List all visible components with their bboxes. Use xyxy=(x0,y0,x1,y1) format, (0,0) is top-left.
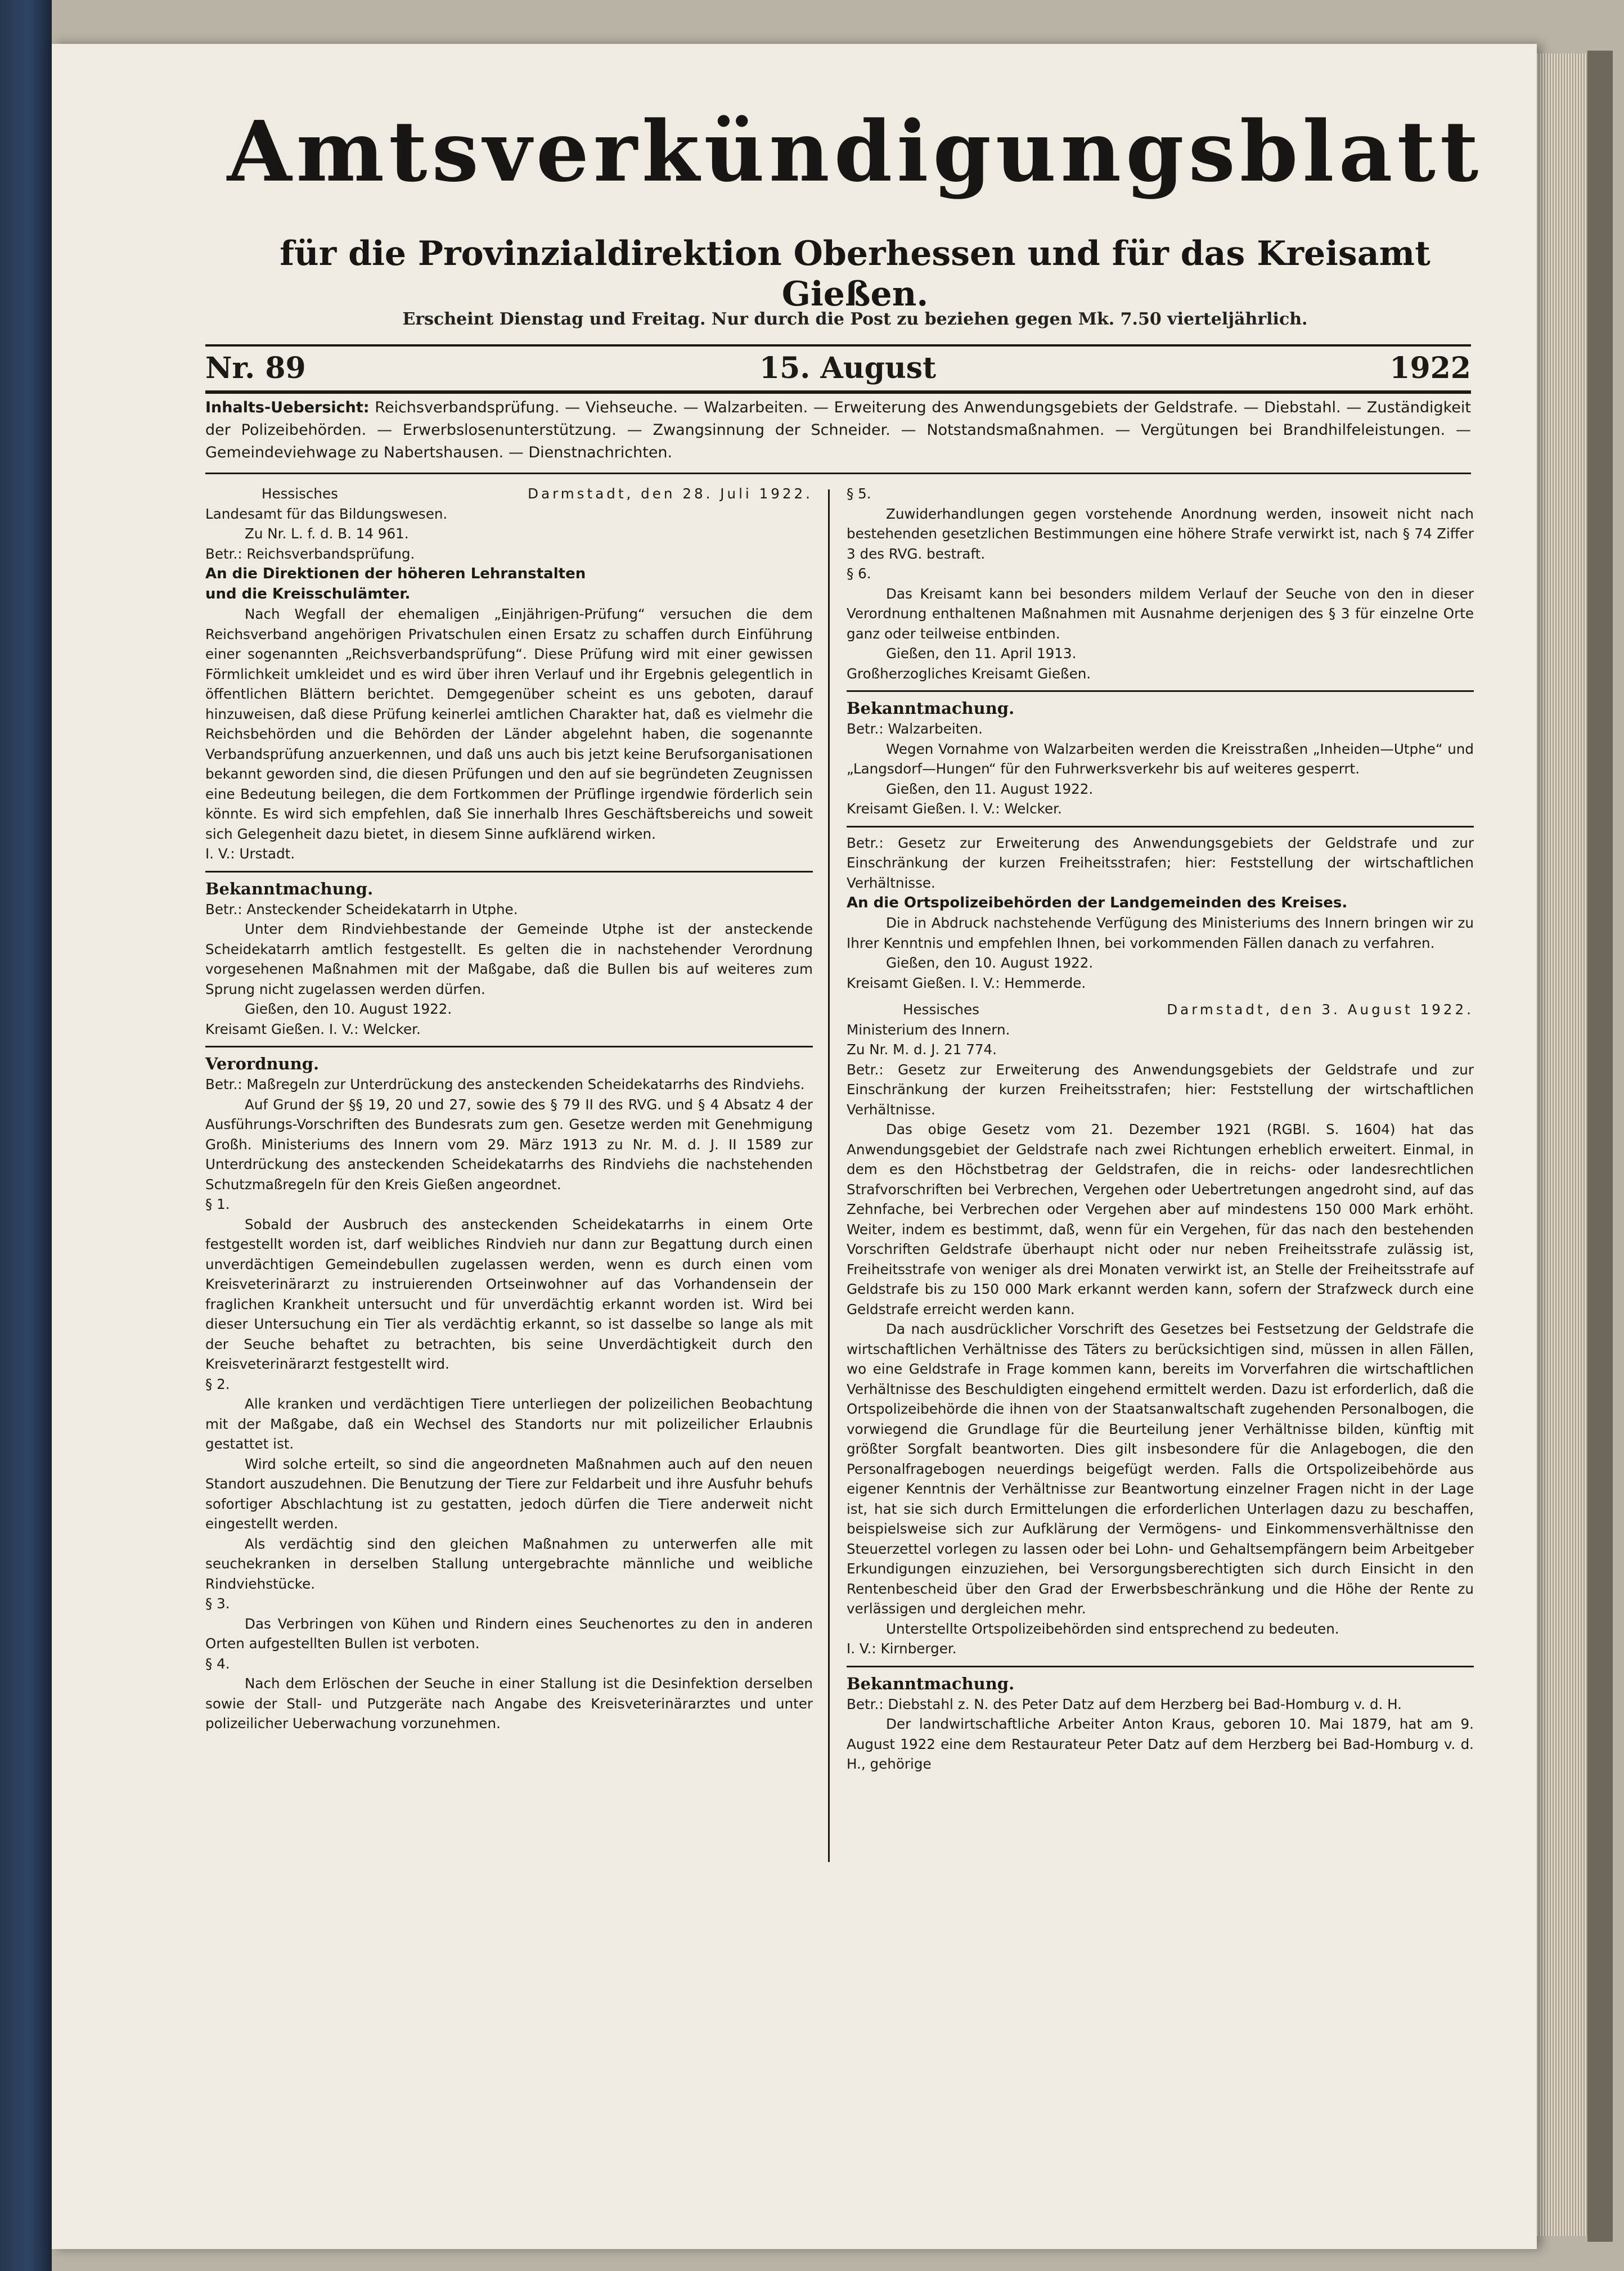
notice-body: Die in Abdruck nachstehende Verfügung des Ministeriums des Innern bringen wir zu Ihrer Kenntnis und empfehlen Ihnen, bei vorkommenden Fällen danach zu verfahren. xyxy=(847,915,1474,951)
paragraph-text: Wird solche erteilt, so sind die angeordneten Maßnahmen auch auf den neuen Standort auszudehnen. Die Benutzung der Tiere zur Feldarbeit und ihre Ausfuhr behufs sofortiger Abschlachtung ist zu gestatten, jedoch dürfen die Tiere anderweit nicht eingestellt werden. xyxy=(205,1455,813,1532)
paragraph-number: § 1. xyxy=(205,1196,230,1212)
ministry-body: Da nach ausdrücklicher Vorschrift des Gesetzes bei Festsetzung der Geldstrafe die wirtschaftlichen Verhältnisse des Täters zu berücksichtigen sind, müssen in allen Fällen, wo eine Geldstrafe in Frage kommen kann, bereits im Vorverfahren die wirtschaftlichen Verhältnisse des Beschuldigten eingehend ermittelt werden. Dazu ist erforderlich, daß die Ortspolizeibehörde die ihnen von der Staatsanwaltschaft zugehenden Personalbogen, die vorwiegend die Grundlage für die Beurteilung jener Verhältnisse bilden, künftig mit größter Sorgfalt beantworten. Dies gilt insbesondere für die Anlagebogen, die den Personalfragebogen neuerdings beigefügt werden. Falls die Ortspolizeibehörde aus eigener Kenntnis der Verhältnisse zur Beantwortung einzelner Fragen nicht in der Lage ist, hat sie sich durch Ermittelungen die erforderlichen Unterlagen dazu zu beschaffen, beispielsweise sich zur Aufklärung der Vermögens- und Einkommensverhältnisse den Steuerzettel vorlegen zu lassen oder bei Lohn- und Gehaltsempfängern beim Arbeitgeber Erkundigungen einzuziehen, bei Versorgungsberechtigten sich durch Einsicht in den Rentenbescheid über den Grad der Erwerbsbeschränkung und die Höhe der Rente zu verlässigen und dergleichen mehr. xyxy=(847,1321,1474,1617)
paragraph-text: Alle kranken und verdächtigen Tiere unterliegen der polizeilichen Beobachtung mit der Maßgabe, daß ein Wechsel des Standorts nur mit polizeilicher Erlaubnis gestattet ist. xyxy=(205,1396,813,1452)
issue-date: 15. August xyxy=(759,350,937,385)
article-reference: Zu Nr. L. f. d. B. 14 961. xyxy=(245,525,409,542)
publication-note: Erscheint Dienstag und Freitag. Nur durch die Post zu beziehen gegen Mk. 7.50 vierteljährlich. xyxy=(402,309,1308,329)
ordinance-date: Gießen, den 11. April 1913. xyxy=(886,645,1077,662)
section-rule xyxy=(205,1046,813,1047)
notice-heading: Bekanntmachung. xyxy=(847,1674,1015,1693)
notice-subject: Betr.: Gesetz zur Erweiterung des Anwendungsgebiets der Geldstrafe und zur Einschränkung der kurzen Freiheitsstrafen; hier: Feststellung der wirtschaftlichen Verhältnisse. xyxy=(847,834,1474,891)
ordinance-preamble: Auf Grund der §§ 19, 20 und 27, sowie des § 79 II des RVG. und § 4 Absatz 4 der Ausführungs-Vorschriften des Bundesrats zum gen. Gesetze werden mit Genehmigung Großh. Ministeriums des Innern vom 29. März 1913 zu Nr. M. d. J. II 1589 zur Unterdrückung des ansteckenden Scheidekatarrhs des Rindviehs die nachstehenden Schutzmaßregeln für den Kreis Gießen angeordnet. xyxy=(205,1096,813,1193)
toc-rule xyxy=(205,473,1471,474)
article-subject: Betr.: Reichsverbandsprüfung. xyxy=(205,545,415,562)
section-rule xyxy=(847,690,1474,692)
notice-signature: Kreisamt Gießen. I. V.: Hemmerde. xyxy=(847,974,1086,991)
paragraph-text: Das Verbringen von Kühen und Rindern eines Seuchenortes zu den in anderen Orten aufgestellten Bullen ist verboten. xyxy=(205,1615,813,1652)
section-rule xyxy=(847,1666,1474,1667)
notice-heading: Bekanntmachung. xyxy=(205,879,374,898)
ministry-office: Ministerium des Innern. xyxy=(847,1021,1010,1038)
left-column xyxy=(205,484,813,1734)
paragraph-number: § 2. xyxy=(205,1375,230,1392)
ministry-subject: Betr.: Gesetz zur Erweiterung des Anwendungsgebiets der Geldstrafe und zur Einschränkung der kurzen Freiheitsstrafen; hier: Feststellung der wirtschaftlichen Verhältnisse. xyxy=(847,1061,1474,1118)
paragraph-text: Das Kreisamt kann bei besonders mildem Verlauf der Seuche von den in dieser Verordnung enthaltenen Maßnahmen mit Ausnahme derjenigen des § 3 für einzelne Orte ganz oder teilweise entbinden. xyxy=(847,585,1474,642)
issue-bar xyxy=(205,349,1471,387)
issue-number: Nr. 89 xyxy=(205,350,306,385)
masthead-subtitle: für die Provinzialdirektion Oberhessen und für das Kreisamt Gießen. xyxy=(280,234,1430,314)
masthead-title: Amtsverkündigungsblatt xyxy=(227,102,1483,200)
toc-text: Reichsverbandsprüfung. — Viehseuche. — Walzarbeiten. — Erweiterung des Anwendungsgebiets der Geldstrafe. — Diebstahl. — Zuständigkeit der Polizeibehörden. — Erwerbslosenunterstützung. — Zwangsinnung der Schneider. — Notstandsmaßnahmen. — Vergütungen bei Brandhilfeleistungen. — Gemeindeviehwage zu Nabertshausen. — Dienstnachrichten. xyxy=(205,399,1471,461)
paragraph-text: Sobald der Ausbruch des ansteckenden Scheidekatarrhs in einem Orte festgestellt worden ist, darf weibliches Rindvieh nur dann zur Begattung durch einen unverdächtigen Gemeindebullen zugelassen werden, wenn es durch einen vom Kreisveterinärarzt zu instruierenden Ortseinwohner auf das Vorhandensein der fraglichen Krankheit untersucht und für unverdächtig erkannt worden ist. Wird bei dieser Untersuchung ein Tier als verdächtig erkannt, so ist dasselbe so lange als mit der Seuche behaftet zu betrachten, bis seine Unverdächtigkeit durch den Kreisveterinärarzt festgestellt wird. xyxy=(205,1216,813,1372)
notice-subject: Betr.: Walzarbeiten. xyxy=(847,721,983,737)
notice-subject: Betr.: Diebstahl z. N. des Peter Datz auf dem Herzberg bei Bad-Homburg v. d. H. xyxy=(847,1696,1402,1712)
article-office: Landesamt für das Bildungswesen. xyxy=(205,505,448,522)
notice-signature: Kreisamt Gießen. I. V.: Welcker. xyxy=(847,801,1062,817)
notice-body: Der landwirtschaftliche Arbeiter Anton Kraus, geboren 10. Mai 1879, hat am 9. August 1922 eine dem Restaurateur Peter Datz auf dem Herzberg bei Bad-Homburg v. d. H., gehörige xyxy=(847,1716,1474,1772)
paragraph-text: Nach dem Erlöschen der Seuche in einer Stallung ist die Desinfektion derselben sowie der Stall- und Putzgeräte nach Angabe des Kreisveterinärarztes und unter polizeilicher Ueberwachung vorzunehmen. xyxy=(205,1675,813,1732)
header-rule-top xyxy=(205,344,1471,347)
paragraph-number: § 4. xyxy=(205,1655,230,1672)
issue-year: 1922 xyxy=(1389,350,1471,385)
ministry-origin: Hessisches xyxy=(903,1001,979,1018)
article-origin-row xyxy=(205,484,813,504)
notice-subject: Betr.: Ansteckender Scheidekatarrh in Utphe. xyxy=(205,901,518,918)
table-of-contents xyxy=(205,397,1471,464)
article-signature: I. V.: Urstadt. xyxy=(205,846,295,862)
notice-body: Wegen Vornahme von Walzarbeiten werden die Kreisstraßen „Inheiden—Utphe“ und „Langsdorf—Hungen“ für den Fuhrwerksverkehr bis auf weiteres gesperrt. xyxy=(847,740,1474,777)
ministry-origin-row xyxy=(847,1000,1474,1020)
notice-heading: Bekanntmachung. xyxy=(847,699,1015,718)
article-origin: Hessisches xyxy=(262,485,338,502)
notice-date: Gießen, den 10. August 1922. xyxy=(886,955,1094,971)
ministry-body: Unterstellte Ortspolizeibehörden sind entsprechend zu bedeuten. xyxy=(886,1620,1339,1637)
header-rule-bottom xyxy=(205,390,1471,394)
back-cover xyxy=(1587,51,1613,2242)
paragraph-text: Zuwiderhandlungen gegen vorstehende Anordnung werden, insoweit nicht nach bestehenden gesetzlichen Bestimmungen eine höhere Strafe verwirkt ist, nach § 74 Ziffer 3 des RVG. bestraft. xyxy=(847,505,1474,562)
notice-date: Gießen, den 10. August 1922. xyxy=(245,1001,452,1017)
ministry-place-date: Darmstadt, den 3. August 1922. xyxy=(1167,1001,1474,1018)
column-divider xyxy=(828,489,830,1862)
ordinance-subject: Betr.: Maßregeln zur Unterdrückung des ansteckenden Scheidekatarrhs des Rindviehs. xyxy=(205,1076,805,1092)
ordinance-signature: Großherzogliches Kreisamt Gießen. xyxy=(847,665,1091,682)
ministry-reference: Zu Nr. M. d. J. 21 774. xyxy=(847,1041,997,1058)
book-binding xyxy=(0,0,52,2271)
right-column xyxy=(847,484,1474,1774)
ministry-body: Das obige Gesetz vom 21. Dezember 1921 (RGBl. S. 1604) hat das Anwendungsgebiet der Geldstrafe nach zwei Richtungen erheblich erweitert. Einmal, in dem es den Höchstbetrag der Geldstrafen, die in reichs- oder landesrechtlichen Strafvorschriften bei Verbrechen, Vergehen oder Uebertretungen angedroht sind, auf das Zehnfache, bei Verbrechen oder Vergehen aber auf mindestens 150 000 Mark erhöht. Weiter, indem es bestimmt, daß, wenn für ein Vergehen, für das nach den bestehenden Vorschriften Geldstrafe überhaupt nicht oder nur neben Freiheitsstrafe zulässig ist, Freiheitsstrafe von weniger als drei Monaten verwirkt ist, an Stelle der Freiheitsstrafe auf Geldstrafe bis zu 150 000 Mark erkannt werden kann, sofern der Strafzweck durch eine Geldstrafe erreicht werden kann. xyxy=(847,1121,1474,1317)
paragraph-number: § 3. xyxy=(205,1595,230,1612)
ministry-signature: I. V.: Kirnberger. xyxy=(847,1640,957,1657)
page-stack-edge xyxy=(1537,53,1587,2236)
paragraph-number: § 6. xyxy=(847,565,871,582)
section-rule xyxy=(205,871,813,873)
notice-body: Unter dem Rindviehbestande der Gemeinde Utphe ist der ansteckende Scheidekatarrh amtlich festgestellt. Es gelten die in nachstehender Verordnung vorgesehenen Maßnahmen mit der Maßgabe, daß die Bullen bis auf weiteres zum Sprung nicht zugelassen werden dürfen. xyxy=(205,921,813,997)
article-body: Nach Wegfall der ehemaligen „Einjährigen-Prüfung“ versuchen die dem Reichsverband angehörigen Privatschulen einen Ersatz zu schaffen durch Einführung einer sogenannten „Reichsverbandsprüfung“. Diese Prüfung wird mit einer gewissen Förmlichkeit umkleidet und es wird über ihren Verlauf und ihr Ergebnis gelegentlich in öffentlichen Blättern berichtet. Demgegenüber scheint es uns geboten, darauf hinzuweisen, daß diese Prüfung keinerlei amtlichen Charakter hat, daß es vielmehr die Reichsbehörden und die Behörden der Länder abgelehnt haben, die sogenannte Verbandsprüfung anzuerkennen, und daß uns auch bis jetzt keine Berufsorganisationen bekannt geworden sind, die diesen Prüfungen und den auf sie begründeten Zeugnissen eine Bedeutung beilegen, die dem Fortkommen der Prüflinge irgendwie förderlich sein könnte. Es wird sich empfehlen, daß Sie innerhalb Ihres Geschäftsbereichs und soweit sich Gelegenheit dazu bietet, in diesem Sinne aufklärend wirken. xyxy=(205,606,813,842)
notice-addressee: An die Ortspolizeibehörden der Landgemeinden des Kreises. xyxy=(847,894,1348,911)
article-place-date: Darmstadt, den 28. Juli 1922. xyxy=(528,485,813,502)
notice-signature: Kreisamt Gießen. I. V.: Welcker. xyxy=(205,1020,421,1037)
paragraph-number: § 5. xyxy=(847,485,871,502)
toc-label: Inhalts-Uebersicht: xyxy=(205,399,370,416)
ordinance-heading: Verordnung. xyxy=(205,1054,320,1073)
section-rule xyxy=(847,826,1474,828)
paragraph-text: Als verdächtig sind den gleichen Maßnahmen zu unterwerfen alle mit seuchekranken in derselben Stallung untergebrachte männliche und weibliche Rindviehstücke. xyxy=(205,1535,813,1592)
notice-date: Gießen, den 11. August 1922. xyxy=(886,780,1094,797)
article-addressee-line2: und die Kreisschulämter. xyxy=(205,586,411,602)
article-addressee-line1: An die Direktionen der höheren Lehranstalten xyxy=(205,565,586,582)
